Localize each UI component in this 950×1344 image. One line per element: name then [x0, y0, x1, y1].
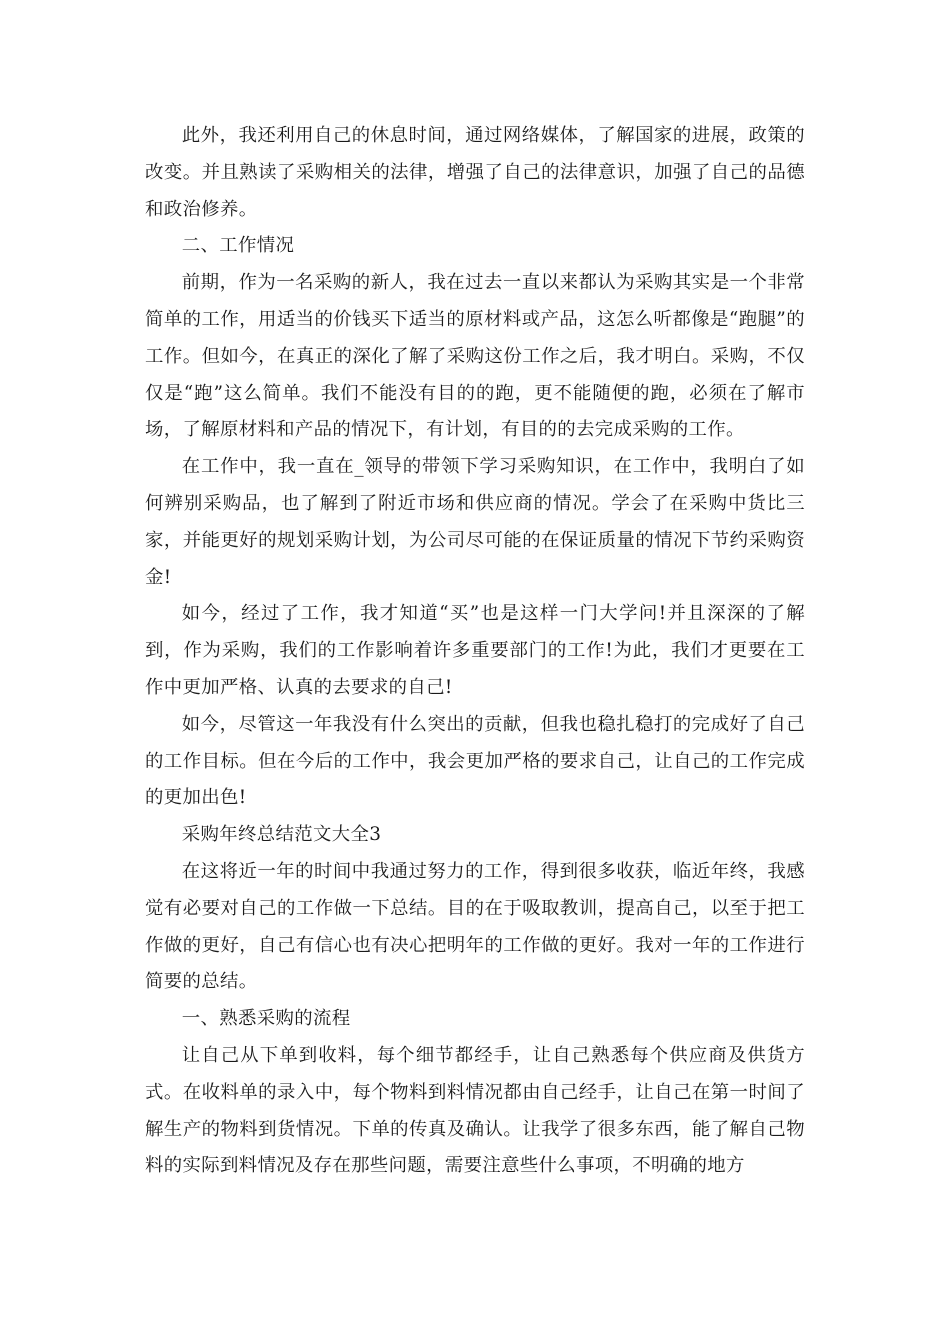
section-heading-work-situation: 二、工作情况: [181, 235, 295, 257]
section-heading-process: 一、熟悉采购的流程: [181, 1008, 351, 1030]
paragraph-order-to-receipt: 让自己从下单到收料，每个细节都经手，让自己熟悉每个供应商及供货方式。在收料单的录入中，每个物料到料情况都由自己经手，让自己在第一时间了解生产的物料到货情况。下单的传真及确认。让我学了很多东西，能了解自己物料的实际到料情况及存在那些问题，需要注意些什么事项，不明确的地方: [145, 1044, 805, 1177]
paragraph-early-period: 前期，作为一名采购的新人，我在过去一直以来都认为采购其实是一个非常简单的工作，用适当的价钱买下适当的原材料或产品，这怎么听都像是“跑腿”的工作。但如今，在真正的深化了解了采购这份工作之后，我才明白。采购，不仅仅是“跑”这么简单。我们不能没有目的的跑，更不能随便的跑，必须在了解市场，了解原材料和产品的情况下，有计划，有目的的去完成采购的工作。: [145, 272, 805, 441]
paragraph-study-policy: 此外，我还利用自己的休息时间，通过网络媒体，了解国家的进展，政策的改变。并且熟读了采购相关的法律，增强了自己的法律意识，加强了自己的品德和政治修养。: [145, 125, 805, 220]
paragraph-learning-procurement: 在工作中，我一直在_领导的带领下学习采购知识，在工作中，我明白了如何辨别采购品，也了解到了附近市场和供应商的情况。学会了在采购中货比三家，并能更好的规划采购计划，为公司尽可能的在保证质量的情况下节约采购资金!: [145, 456, 805, 588]
paragraph-work-goals: 如今，尽管这一年我没有什么突出的贡献，但我也稳扎稳打的完成好了自己的工作目标。但在今后的工作中，我会更加严格的要求自己，让自己的工作完成的更加出色!: [145, 713, 805, 809]
section-heading-summary-3: 采购年终总结范文大全3: [181, 824, 382, 846]
paragraph-big-knowledge: 如今，经过了工作，我才知道“买”也是这样一门大学问!并且深深的了解到，作为采购，我们的工作影响着许多重要部门的工作!为此，我们才更要在工作中更加严格、认真的去要求的自己!: [145, 603, 805, 698]
document-page: [145, 118, 805, 1185]
paragraph-year-summary: 在这将近一年的时间中我通过努力的工作，得到很多收获，临近年终，我感觉有必要对自己的工作做一下总结。目的在于吸取教训，提高自己，以至于把工作做的更好，自己有信心也有决心把明年的工作做的更好。我对一年的工作进行简要的总结。: [145, 860, 805, 993]
